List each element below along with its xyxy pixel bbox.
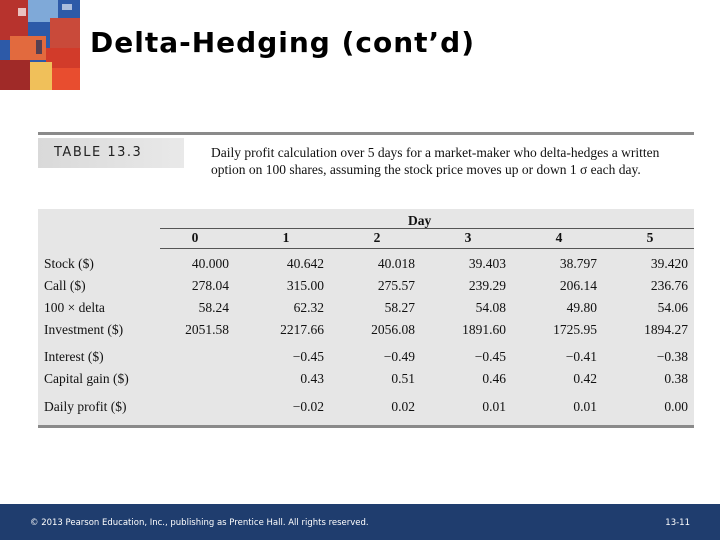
day-group-header: Day	[408, 213, 432, 228]
table-label: TABLE 13.3	[38, 138, 184, 168]
column-header-day-2: 2	[373, 230, 381, 245]
row-label: Stock ($)	[44, 256, 94, 271]
row-label: 100 × delta	[44, 300, 105, 315]
table-cell: −0.49	[383, 349, 415, 364]
table-cell: 1891.60	[462, 322, 506, 337]
table-cell: 239.29	[468, 278, 506, 293]
table-cell: 58.24	[198, 300, 229, 315]
table-row	[38, 253, 694, 275]
table-cell: 278.04	[191, 278, 229, 293]
table-cell: 39.403	[468, 256, 506, 271]
row-label: Investment ($)	[44, 322, 124, 337]
day-group-rule	[160, 228, 694, 229]
table-cell: 38.797	[559, 256, 597, 271]
table-cell: 54.08	[475, 300, 506, 315]
table-cell: 275.57	[377, 278, 415, 293]
table-cell: 58.27	[384, 300, 415, 315]
table-cell: 40.018	[377, 256, 415, 271]
header-rule	[160, 248, 694, 249]
table-cell: 206.14	[559, 278, 597, 293]
table-cell: 0.00	[664, 399, 688, 414]
table-cell: −0.45	[292, 349, 324, 364]
table-row	[38, 368, 694, 390]
row-label: Interest ($)	[44, 349, 104, 364]
table-cell: −0.02	[292, 399, 324, 414]
table-cell: 0.51	[391, 371, 415, 386]
table-header	[38, 209, 694, 249]
table-cell: 1725.95	[553, 322, 597, 337]
table-row	[38, 396, 694, 418]
column-header-day-1: 1	[282, 230, 290, 245]
table-cell: 0.46	[482, 371, 506, 386]
table-cell: 1894.27	[644, 322, 688, 337]
table-cell: 0.01	[482, 399, 506, 414]
table-cell: 40.000	[191, 256, 229, 271]
table-cell: 236.76	[650, 278, 688, 293]
table-cell: 0.42	[573, 371, 597, 386]
table-caption-row	[38, 135, 694, 209]
table-cell: −0.38	[656, 349, 688, 364]
column-header-day-3: 3	[464, 230, 472, 245]
table-body	[38, 209, 694, 425]
table-row	[38, 319, 694, 341]
table-row	[38, 275, 694, 297]
table-13-3	[38, 132, 694, 428]
table-cell: 2051.58	[185, 322, 229, 337]
decorative-corner-image	[0, 0, 80, 90]
footer-bar	[0, 504, 720, 540]
row-label: Capital gain ($)	[44, 371, 129, 386]
table-cell: −0.41	[565, 349, 597, 364]
table-cell: 62.32	[293, 300, 324, 315]
table-row	[38, 297, 694, 319]
table-cell: 2217.66	[280, 322, 324, 337]
slide-title: Delta-Hedging (cont’d)	[90, 26, 475, 59]
table-cell: 0.43	[300, 371, 324, 386]
row-label: Daily profit ($)	[44, 399, 127, 414]
table-cell: −0.45	[474, 349, 506, 364]
table-cell: 40.642	[286, 256, 324, 271]
table-cell: 54.06	[657, 300, 688, 315]
page-number: 13-11	[665, 518, 690, 528]
table-cell: 315.00	[286, 278, 324, 293]
row-label: Call ($)	[44, 278, 86, 293]
table-cell: 0.02	[391, 399, 415, 414]
column-header-day-5: 5	[646, 230, 654, 245]
table-cell: 0.38	[664, 371, 688, 386]
table-cell: 49.80	[566, 300, 597, 315]
copyright-notice: © 2013 Pearson Education, Inc., publishing as Prentice Hall. All rights reserved.	[30, 518, 369, 528]
table-cell: 0.01	[573, 399, 597, 414]
table-cell: 39.420	[650, 256, 688, 271]
table-bottom-rule	[38, 425, 694, 428]
table-caption: Daily profit calculation over 5 days for a market-maker who delta-hedges a written option on 100 shares, assuming the stock price moves up or down 1 σ each day.	[211, 145, 660, 177]
table-cell: 2056.08	[371, 322, 415, 337]
column-header-day-4: 4	[555, 230, 563, 245]
table-row	[38, 346, 694, 368]
column-header-day-0: 0	[191, 230, 199, 245]
